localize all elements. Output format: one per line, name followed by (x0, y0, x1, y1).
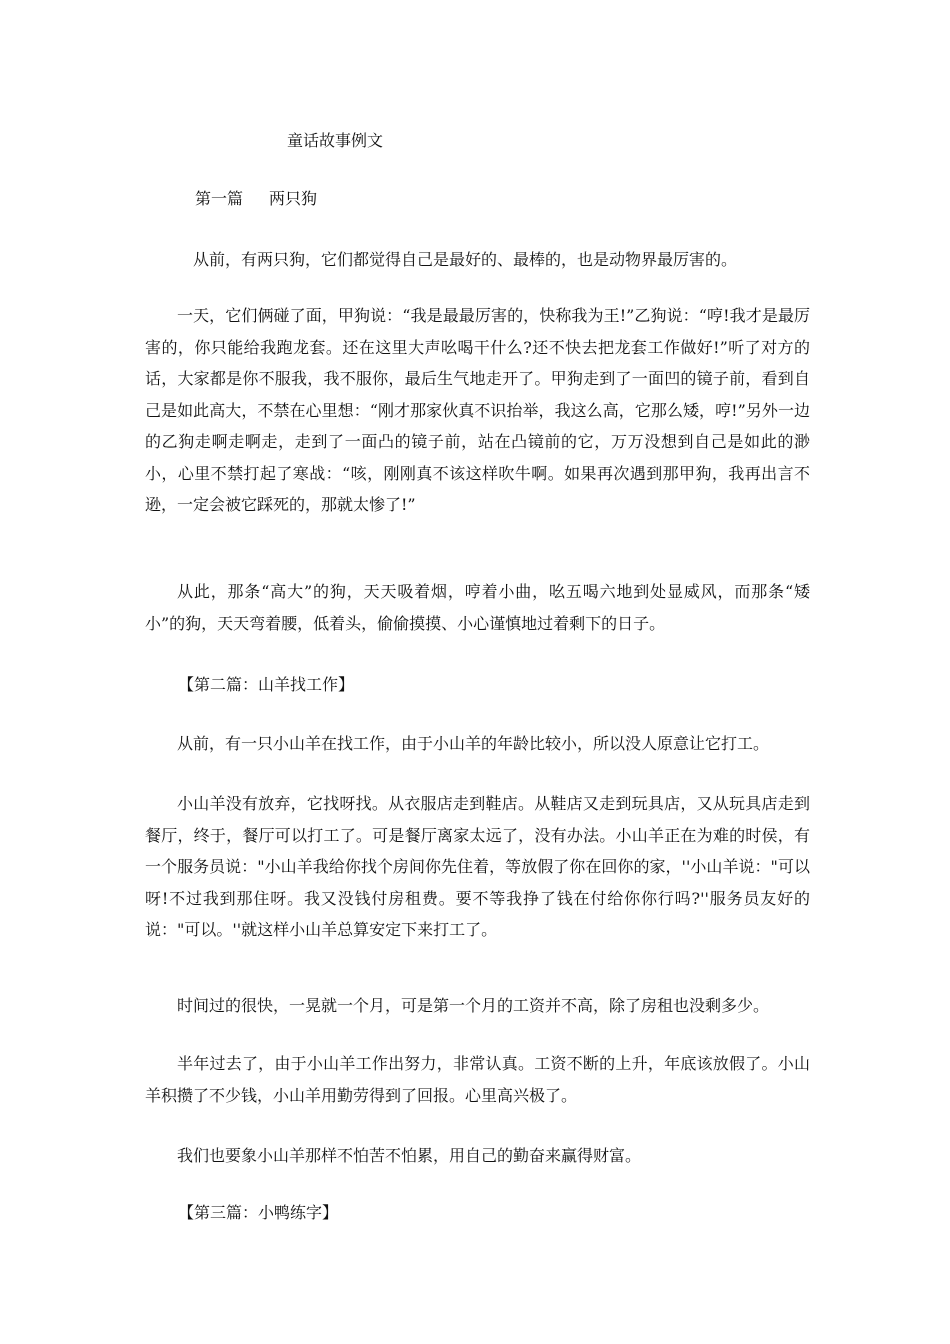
section-heading-1 (195, 188, 317, 210)
paragraph: 一天，它们俩碰了面，甲狗说：“我是最最厉害的，快称我为王!”乙狗说：“哼!我才是最厉害的，你只能给我跑龙套。还在这里大声吆喝干什么?还不快去把龙套工作做好!”听了对方的话，大家都是你不服我，我不服你，最后生气地走开了。甲狗走到了一面凹的镜子前，看到自己是如此高大，不禁在心里想：“刚才那家伙真不识抬举，我这么高，它那么矮，哼!”另外一边的乙狗走啊走啊走，走到了一面凸的镜子前，站在凸镜前的它，万万没想到自己是如此的渺小，心里不禁打起了寒战：“咳，刚刚真不该这样吹牛啊。如果再次遇到那甲狗，我再出言不逊，一定会被它踩死的，那就太惨了!” (145, 306, 810, 514)
paragraph: 时间过的很快，一晃就一个月，可是第一个月的工资并不高，除了房租也没剩多少。 (177, 996, 770, 1015)
section-heading-3: 【第三篇：小鸭练字】 (178, 1203, 339, 1222)
section-label: 第一篇 (195, 189, 244, 208)
paragraph: 从前，有两只狗，它们都觉得自己是最好的、最棒的，也是动物界最厉害的。 (193, 250, 738, 269)
paragraph: 从前，有一只小山羊在找工作，由于小山羊的年龄比较小，所以没人原意让它打工。 (177, 734, 770, 753)
document-title: 童话故事例文 (287, 131, 384, 150)
paragraph: 小山羊没有放弃，它找呀找。从衣服店走到鞋店。从鞋店又走到玩具店，又从玩具店走到餐厅，终于，餐厅可以打工了。可是餐厅离家太远了，没有办法。小山羊正在为难的时侯，有一个服务员说："小山羊我给你找个房间你先住着，等放假了你在回你的家，''小山羊说："可以呀!不过我到那住呀。我又没钱付房租费。要不等我挣了钱在付给你你行吗?''服务员友好的说："可以。''就这样小山羊总算安定下来打工了。 (145, 794, 810, 939)
paragraph: 从此，那条“高大”的狗，天天吸着烟，哼着小曲，吆五喝六地到处显威风，而那条“矮小”的狗，天天弯着腰，低着头，偷偷摸摸、小心谨慎地过着剩下的日子。 (145, 582, 810, 633)
section-heading-2: 【第二篇：山羊找工作】 (178, 675, 355, 694)
paragraph: 我们也要象小山羊那样不怕苦不怕累，用自己的勤奋来赢得财富。 (177, 1146, 642, 1165)
section-name: 两只狗 (269, 189, 318, 208)
paragraph: 半年过去了，由于小山羊工作出努力，非常认真。工资不断的上升，年底该放假了。小山羊积攒了不少钱，小山羊用勤劳得到了回报。心里高兴极了。 (145, 1054, 810, 1105)
